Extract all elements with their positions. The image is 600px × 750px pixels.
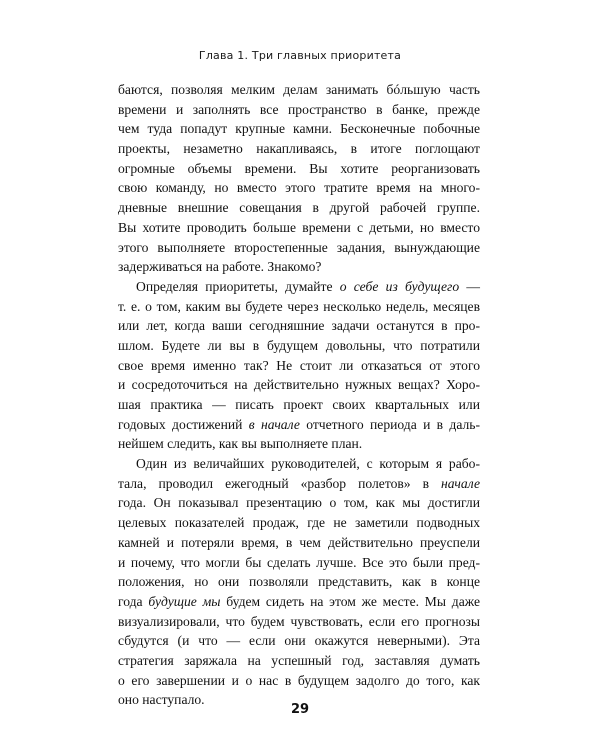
paragraph (118, 80, 480, 277)
text-segment: сбудутся (и что — если они окажутся неверными). Эта (118, 633, 480, 649)
text-line (118, 612, 480, 632)
text-segment: Определяя приоритеты, думайте (136, 278, 340, 294)
italic-phrase: о себе из будущего (339, 278, 460, 294)
text-line (118, 395, 480, 415)
text-segment: свою команду, но вместо этого тратите время на много- (118, 180, 480, 196)
body-text (118, 80, 480, 710)
text-line (118, 375, 480, 395)
text-line (118, 651, 480, 671)
text-segment: оно наступало. (118, 692, 205, 708)
text-segment: шлом. Будете ли вы в будущем довольны, что потратили (118, 337, 480, 353)
text-segment: камней и потеряли время, в чем действительно преуспели (118, 534, 480, 550)
page-number: 29 (290, 702, 310, 717)
text-segment: целевых показателей продаж, где не заметили подводных (118, 515, 480, 531)
text-line (118, 631, 480, 651)
text-segment: года (118, 593, 149, 609)
paragraph (118, 454, 480, 710)
text-segment: задерживаться на работе. Знакомо? (118, 259, 322, 275)
text-line (118, 198, 480, 218)
text-segment: о его завершении и о нас в будущем задолго до того, как (118, 672, 480, 688)
text-segment: огромные объемы времени. Вы хотите реорганизовать (118, 160, 480, 176)
text-segment: дневные внешние совещания в другой рабочей группе. (118, 200, 480, 216)
text-line (118, 572, 480, 592)
text-segment: баются, позволяя мелким делам занимать бóльшую часть (118, 82, 480, 97)
text-line (118, 178, 480, 198)
text-segment: нейшем следить, как вы выполняете план. (118, 436, 363, 452)
text-line (118, 513, 480, 533)
text-line (118, 139, 480, 159)
text-line (118, 553, 480, 573)
paragraph (118, 277, 480, 454)
text-segment: тала, проводил ежегодный «разбор полетов» в (118, 475, 442, 491)
text-segment: стратегия заряжала на успешный год, заставляя думать (118, 652, 480, 668)
running-header: Глава 1. Три главных приоритета (198, 49, 402, 62)
text-line (118, 356, 480, 376)
text-line (118, 415, 480, 435)
text-segment: и почему, что могли бы сделать лучше. Все это были пред- (118, 554, 480, 570)
text-segment: будем сидеть на этом же месте. Мы даже (220, 593, 480, 609)
text-segment: визуализировали, что будем чувствовать, если его прогнозы (118, 613, 480, 629)
italic-phrase: в начале (248, 416, 300, 432)
text-line (118, 434, 480, 454)
text-segment: времени и заполнять все пространство в банке, прежде (118, 101, 480, 117)
text-line (118, 592, 480, 612)
text-segment: годовых достижений (118, 416, 249, 432)
text-line (118, 159, 480, 179)
text-line (118, 119, 480, 139)
text-line (118, 277, 480, 297)
text-line (118, 218, 480, 238)
text-segment: положения, но они позволяли представить, как в конце (118, 574, 480, 590)
text-line (118, 336, 480, 356)
text-segment: и сосредоточиться на действительно нужных вещах? Хоро- (118, 377, 480, 393)
text-line (118, 454, 480, 474)
text-segment: Вы хотите проводить больше времени с детьми, но вместо (118, 219, 480, 235)
text-segment: свое время именно так? Не стоит ли отказаться от этого (118, 357, 480, 373)
italic-phrase: будущие мы (148, 593, 221, 609)
text-line (118, 100, 480, 120)
text-line (118, 257, 480, 277)
text-segment: чем туда попадут крупные камни. Бесконечные побочные (118, 121, 480, 137)
text-segment: или лет, когда ваши сегодняшние задачи останутся в про- (118, 318, 480, 334)
text-line (118, 238, 480, 258)
text-line (118, 493, 480, 513)
text-segment: шая практика — писать проект своих квартальных или (118, 397, 480, 412)
text-line (118, 671, 480, 691)
text-line (118, 316, 480, 336)
text-segment: года. Он показывал презентацию о том, как мы достигли (118, 495, 480, 511)
text-segment: этого выполняете второстепенные задания, вынуждающие (118, 239, 480, 255)
text-line (118, 297, 480, 317)
text-line (118, 474, 480, 494)
text-segment: т. е. о том, каким вы будете через несколько недель, месяцев (118, 298, 480, 314)
text-line (118, 533, 480, 553)
text-line (118, 80, 480, 100)
text-segment: Один из величайших руководителей, с которым я рабо- (136, 456, 480, 472)
text-segment: — (459, 278, 480, 294)
text-segment: отчетного периода и в даль- (299, 416, 480, 432)
text-segment: проекты, незаметно накапливаясь, в итоге поглощают (118, 141, 480, 157)
italic-phrase: начале (441, 475, 480, 491)
